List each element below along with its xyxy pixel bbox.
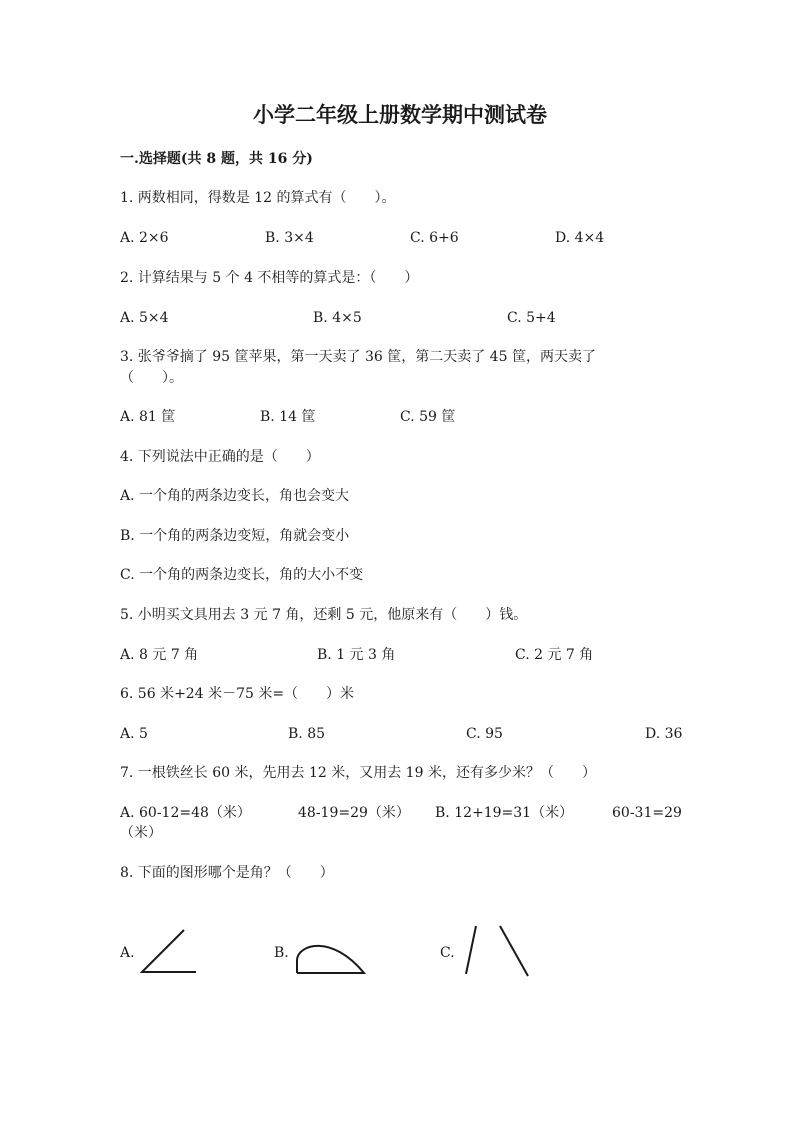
question-8-stem: 8. 下面的图形哪个是角？（ ）: [120, 865, 334, 881]
question-7-option-b[interactable]: B. 12+19=31（米）: [435, 805, 574, 821]
question-1-stem: 1. 两数相同，得数是 12 的算式有（ ）。: [120, 190, 396, 206]
question-4-option-a[interactable]: A. 一个角的两条边变长，角也会变大: [120, 488, 350, 504]
question-5-option-b[interactable]: B. 1 元 3 角: [317, 647, 396, 663]
question-2-option-a[interactable]: A. 5×4: [120, 310, 169, 326]
question-3-option-c[interactable]: C. 59 筐: [400, 409, 456, 425]
question-4-option-c[interactable]: C. 一个角的两条边变长，角的大小不变: [120, 567, 364, 583]
question-6-option-c[interactable]: C. 95: [466, 726, 503, 742]
section-heading: 一.选择题(共 8 题，共 16 分): [120, 151, 313, 167]
question-2-stem: 2. 计算结果与 5 个 4 不相等的算式是：（ ）: [120, 270, 419, 286]
question-8-option-c-label[interactable]: C.: [440, 945, 455, 961]
question-8-option-a-label[interactable]: A.: [120, 945, 135, 961]
question-6-option-b[interactable]: B. 85: [288, 726, 326, 742]
question-7-stem: 7. 一根铁丝长 60 米，先用去 12 米，又用去 19 米，还有多少米？（ ）: [120, 765, 596, 781]
arc-figure-icon[interactable]: [292, 936, 368, 978]
question-7-option-a-continued: 48-19=29（米）: [298, 805, 410, 821]
question-7-option-b-unit: （米）: [120, 825, 162, 841]
question-7-option-a[interactable]: A. 60-12=48（米）: [120, 805, 251, 821]
page-title: 小学二年级上册数学期中测试卷: [253, 102, 547, 127]
question-7-option-b-continued: 60-31=29: [612, 805, 682, 821]
question-1-option-b[interactable]: B. 3×4: [265, 230, 314, 246]
question-8-option-b-label[interactable]: B.: [274, 945, 289, 961]
question-5-option-a[interactable]: A. 8 元 7 角: [120, 647, 199, 663]
angle-figure-icon[interactable]: [138, 926, 202, 978]
question-1-option-c[interactable]: C. 6+6: [410, 230, 459, 246]
two-lines-figure-icon[interactable]: [458, 922, 534, 980]
question-5-option-c[interactable]: C. 2 元 7 角: [515, 647, 594, 663]
question-3-stem-line-2: （ ）。: [120, 370, 183, 386]
question-5-stem: 5. 小明买文具用去 3 元 7 角，还剩 5 元，他原来有（ ）钱。: [120, 607, 528, 623]
question-6-option-a[interactable]: A. 5: [120, 726, 148, 742]
question-3-option-b[interactable]: B. 14 筐: [260, 409, 316, 425]
question-3-option-a[interactable]: A. 81 筐: [120, 409, 176, 425]
question-6-stem: 6. 56 米+24 米－75 米=（ ）米: [120, 686, 355, 702]
question-1-option-d[interactable]: D. 4×4: [555, 230, 605, 246]
question-2-option-b[interactable]: B. 4×5: [313, 310, 362, 326]
question-6-option-d[interactable]: D. 36: [645, 726, 683, 742]
question-4-option-b[interactable]: B. 一个角的两条边变短，角就会变小: [120, 528, 350, 544]
question-4-stem: 4. 下列说法中正确的是（ ）: [120, 449, 320, 465]
question-3-stem-line-1: 3. 张爷爷摘了 95 筐苹果，第一天卖了 36 筐，第二天卖了 45 筐，两天卖了: [120, 349, 596, 365]
question-2-option-c[interactable]: C. 5+4: [507, 310, 556, 326]
question-1-option-a[interactable]: A. 2×6: [120, 230, 169, 246]
